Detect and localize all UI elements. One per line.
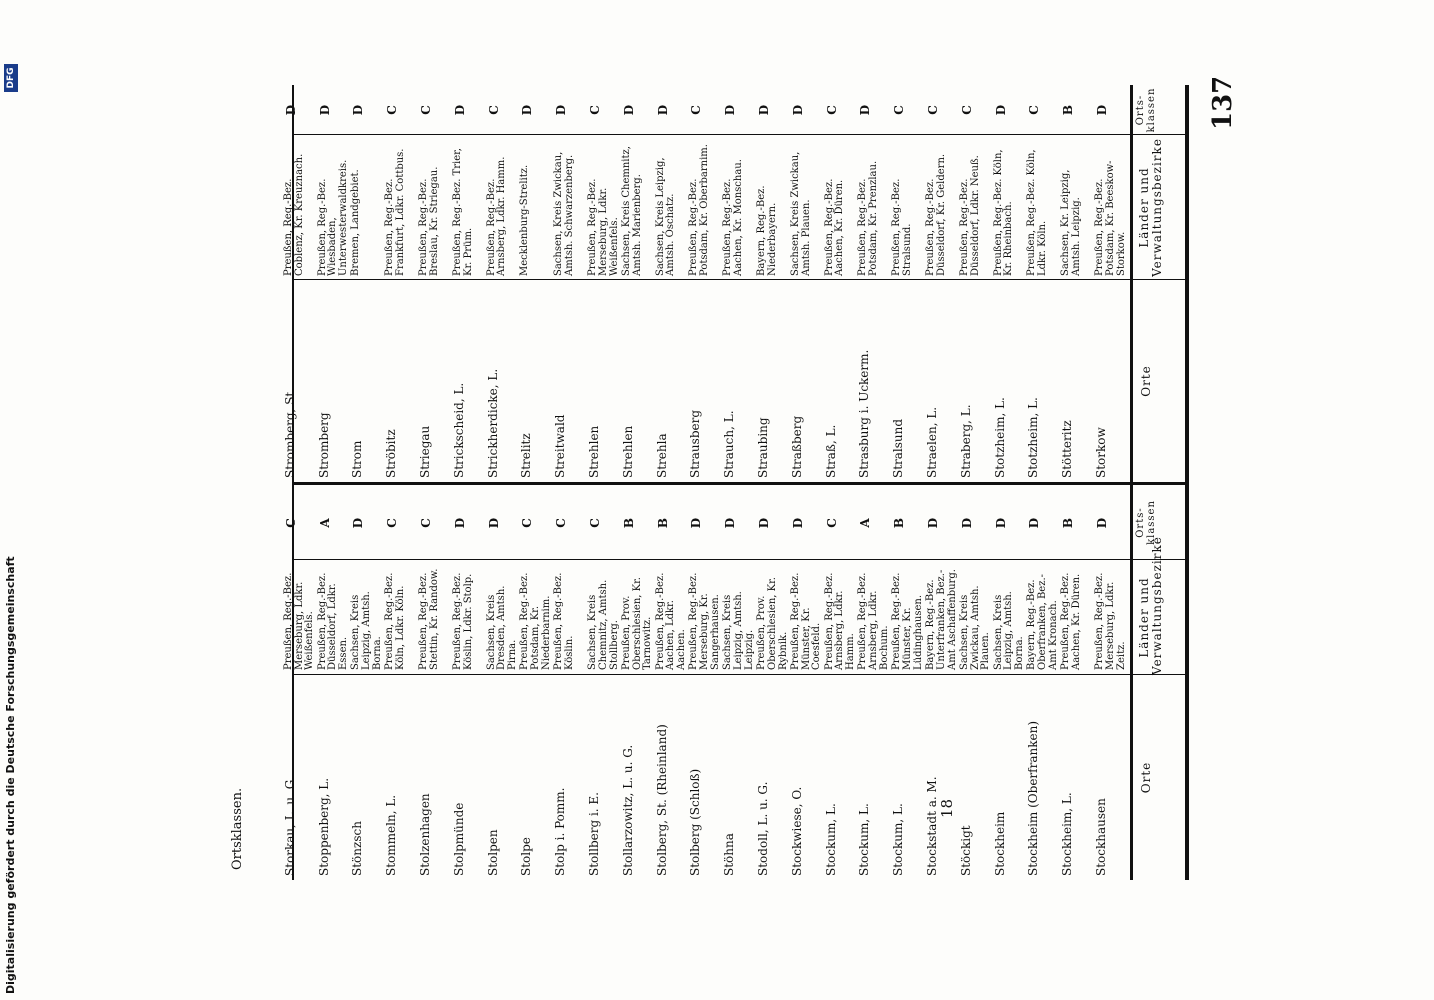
right-row-10-klasse: D <box>757 104 771 116</box>
left-row-15-bezirk: Sachsen, Kreis Chemnitz, Amtsh. Stollberg. <box>587 579 620 670</box>
right-row-1-klasse: B <box>1061 104 1076 116</box>
right-row-14-klasse: D <box>621 104 636 116</box>
left-row-13-bezirk: Preußen, Reg.-Bez. Aachen, Ldkr. Aachen. <box>654 572 688 670</box>
header-orte-left: Orte <box>1139 761 1153 794</box>
right-row-18-bezirk: Preußen, Reg.-Bez. Arnsberg, Ldkr. Hamm. <box>485 156 508 276</box>
right-row-3-klasse: D <box>993 104 1008 116</box>
left-row-22-ort: Stönzsch <box>350 821 365 876</box>
left-row-24-klasse: C <box>283 518 298 528</box>
right-row-21-klasse: C <box>385 105 400 115</box>
right-row-14-ort: Strehlen <box>620 425 635 478</box>
right-row-21-bezirk: Preußen, Reg.-Bez. Frankfurt, Ldkr. Cottbus. <box>384 148 406 276</box>
right-row-17-bezirk: Mecklenburg-Strelitz. <box>519 164 531 276</box>
right-col-divider-2 <box>292 134 1187 135</box>
right-col-divider-1 <box>292 279 1187 280</box>
right-row-11-bezirk: Preußen, Reg.-Bez. Aachen, Kr. Monschau. <box>722 159 744 276</box>
right-row-13-klasse: D <box>655 104 670 116</box>
left-row-17-klasse: C <box>520 518 535 528</box>
left-row-2-bezirk: Bayern, Reg.-Bez. Oberfranken, Bez.-Amt Kronach. <box>1026 573 1059 670</box>
left-row-10-klasse: D <box>757 517 771 529</box>
left-row-9-klasse: D <box>790 517 805 529</box>
right-row-8-bezirk: Preußen, Reg.-Bez. Aachen, Kr. Düren. <box>823 178 846 276</box>
left-row-12-ort: Stolberg (Schloß) <box>688 768 703 876</box>
left-row-1-klasse: B <box>1061 517 1076 529</box>
right-row-1-bezirk: Sachsen, Kr. Leipzig, Amtsh. Leipzig. <box>1060 169 1082 276</box>
right-row-23-ort: Stromberg <box>316 412 331 478</box>
left-row-6-bezirk: Preußen, Reg.-Bez. Münster, Kr. Lüdinghausen. <box>891 572 924 670</box>
left-row-1-ort: Stockheim, L. <box>1060 792 1075 876</box>
left-row-16-klasse: C <box>554 518 569 528</box>
right-row-3-bezirk: Preußen, Reg.-Bez. Köln, Kr. Rheinbach. <box>992 149 1015 276</box>
left-row-15-ort: Stollberg i. E. <box>587 792 601 876</box>
right-row-10-ort: Straubing <box>756 417 770 478</box>
header-laender-left: Länder und Verwaltungsbezirke <box>1137 536 1164 675</box>
right-row-2-bezirk: Preußen, Reg.-Bez. Köln, Ldkr. Köln. <box>1026 149 1049 276</box>
left-row-7-ort: Stockum, L. <box>857 803 872 876</box>
right-row-17-klasse: D <box>520 104 535 116</box>
left-row-6-ort: Stockum, L. <box>891 803 906 876</box>
right-row-12-ort: Strausberg <box>688 409 703 478</box>
right-row-15-bezirk: Preußen, Reg.-Bez. Merseburg, Ldkr. Weißenfels. <box>587 178 620 276</box>
running-head: Ortsklassen. <box>230 787 245 870</box>
right-row-18-klasse: C <box>486 105 501 115</box>
left-row-20-bezirk: Preußen, Reg.-Bez. Stettin, Kr. Randow. <box>418 568 440 670</box>
left-row-21-klasse: C <box>385 518 400 528</box>
left-row-8-klasse: C <box>824 518 839 528</box>
right-row-0-ort: Storkow <box>1094 427 1108 478</box>
left-row-20-klasse: C <box>419 518 433 528</box>
right-row-6-klasse: C <box>892 105 907 115</box>
right-row-18-ort: Strickherdicke, L. <box>485 368 500 478</box>
left-row-10-bezirk: Preußen, Prov. Oberschlesien, Kr. Rybnik. <box>756 577 789 670</box>
right-row-9-ort: Straßberg <box>789 415 804 478</box>
left-col-divider-2 <box>292 559 1187 560</box>
right-row-17-ort: Strelitz <box>519 433 534 478</box>
right-row-0-bezirk: Preußen, Reg.-Bez. Potsdam, Kr. Beeskow-Storkow. <box>1094 160 1127 276</box>
right-row-20-bezirk: Preußen, Reg.-Bez. Breslau, Kr. Striegau. <box>418 166 440 276</box>
left-row-12-bezirk: Preußen, Reg.-Bez. Merseburg, Kr. Sangerhausen. <box>688 572 721 670</box>
right-row-23-klasse: D <box>317 104 332 116</box>
left-row-9-bezirk: Preußen, Reg.-Bez. Münster, Kr. Coesfeld. <box>789 572 823 670</box>
left-row-5-ort: Stockstadt a. M. <box>925 776 939 876</box>
left-row-13-klasse: B <box>655 517 670 529</box>
sheet-number: 18 <box>938 798 956 818</box>
right-row-16-ort: Streitwald <box>553 414 568 478</box>
left-row-20-ort: Stolzenhagen <box>418 793 432 876</box>
right-row-2-klasse: C <box>1027 105 1042 115</box>
right-row-14-bezirk: Sachsen, Kreis Chemnitz, Amtsh. Marienberg. <box>620 146 643 276</box>
right-row-1-ort: Stötteritz <box>1060 420 1075 478</box>
right-row-5-klasse: C <box>926 105 940 115</box>
left-row-5-bezirk: Bayern, Reg.-Bez. Unterfranken, Bez.-Amt Aschaffenburg. <box>925 569 958 670</box>
right-row-3-ort: Stotzheim, L. <box>992 397 1007 478</box>
header-orte-right: Orte <box>1139 365 1153 397</box>
header-klassen-left: Orts-klassen <box>1135 500 1157 545</box>
right-row-16-bezirk: Sachsen, Kreis Zwickau, Amtsh. Schwarzenberg. <box>553 151 575 276</box>
left-row-14-klasse: B <box>621 517 636 529</box>
left-row-0-klasse: D <box>1095 517 1109 529</box>
right-row-15-klasse: C <box>588 105 602 115</box>
right-row-9-bezirk: Sachsen, Kreis Zwickau, Amtsh. Plauen. <box>789 151 812 276</box>
right-row-8-ort: Straß, L. <box>823 424 838 478</box>
left-row-17-ort: Stolpe <box>519 837 534 876</box>
left-row-22-klasse: D <box>351 517 366 529</box>
left-row-11-ort: Stöhna <box>722 833 737 876</box>
right-row-19-bezirk: Preußen, Reg.-Bez. Trier, Kr. Prüm. <box>451 148 474 276</box>
right-row-12-bezirk: Preußen, Reg.-Bez. Potsdam, Kr. Oberbarnim. <box>688 144 711 276</box>
dfg-logo: DFG <box>4 64 18 92</box>
left-row-18-ort: Stolpen <box>485 829 500 876</box>
right-row-19-ort: Strickscheid, L. <box>451 382 466 478</box>
left-row-14-bezirk: Preußen, Prov. Oberschlesien, Kr. Tarnowitz. <box>620 577 654 670</box>
left-row-18-klasse: D <box>486 517 501 529</box>
left-row-19-bezirk: Preußen, Reg.-Bez. Köslin, Ldkr. Stolp. <box>451 572 474 670</box>
left-row-24-ort: Storkau, L. u. G. <box>282 776 297 876</box>
right-row-19-klasse: D <box>452 104 467 116</box>
right-row-22-klasse: D <box>351 104 366 116</box>
right-row-7-bezirk: Preußen, Reg.-Bez. Potsdam, Kr. Prenzlau. <box>857 160 880 276</box>
right-row-9-klasse: D <box>790 104 805 116</box>
right-row-24-klasse: D <box>283 104 298 116</box>
right-row-16-klasse: D <box>554 104 569 116</box>
left-row-16-ort: Stolp i. Pomm. <box>553 787 568 876</box>
left-row-6-klasse: B <box>892 517 907 529</box>
left-row-1-bezirk: Preußen, Reg.-Bez. Aachen, Kr. Düren. <box>1060 572 1082 670</box>
left-row-17-bezirk: Preußen, Reg.-Bez. Potsdam, Kr. Niederbarnim. <box>519 572 552 670</box>
right-row-4-bezirk: Preußen, Reg.-Bez. Düsseldorf, Ldkr. Neuß. <box>958 155 981 276</box>
right-row-11-klasse: D <box>723 104 738 116</box>
left-row-16-bezirk: Preußen, Reg.-Bez. Köslin. <box>553 572 575 670</box>
left-row-3-klasse: D <box>993 517 1008 529</box>
left-row-19-klasse: D <box>452 517 467 529</box>
right-row-11-ort: Strauch, L. <box>722 410 737 478</box>
center-divider <box>292 482 1187 485</box>
left-row-11-klasse: D <box>723 517 738 529</box>
left-row-2-klasse: D <box>1027 517 1042 529</box>
left-row-23-bezirk: Preußen, Reg.-Bez. Düsseldorf, Ldkr. Essen. <box>316 572 350 670</box>
right-row-4-klasse: C <box>959 105 974 115</box>
left-row-3-ort: Stockheim <box>992 811 1007 876</box>
right-row-5-bezirk: Preußen, Reg.-Bez. Düsseldorf, Kr. Geldern. <box>925 153 947 276</box>
left-row-13-ort: Stolberg, St. (Rheinland) <box>654 724 669 876</box>
left-row-2-ort: Stockheim (Oberfranken) <box>1026 720 1041 876</box>
left-row-14-ort: Stollarzowitz, L. u. G. <box>620 744 635 876</box>
left-row-12-klasse: D <box>689 517 704 529</box>
right-row-13-bezirk: Sachsen, Kreis Leipzig, Amtsh. Oschatz. <box>654 157 677 276</box>
left-row-8-ort: Stockum, L. <box>823 803 838 876</box>
right-row-10-bezirk: Bayern, Reg.-Bez. Niederbayern. <box>756 185 778 276</box>
right-row-0-klasse: D <box>1095 104 1109 116</box>
page-number: 137 <box>1208 75 1238 130</box>
left-row-4-klasse: D <box>959 517 974 529</box>
left-row-9-ort: Stockwiese, O. <box>789 786 804 876</box>
left-row-21-ort: Stommeln, L. <box>384 794 399 876</box>
digitization-note: Digitalisierung gefördert durch die Deutsche Forschungsgemeinschaft <box>4 556 17 994</box>
left-row-15-klasse: C <box>588 518 602 528</box>
left-col-divider-1 <box>292 674 1187 675</box>
left-row-4-bezirk: Sachsen, Kreis Zwickau, Amtsh. Plauen. <box>958 585 992 670</box>
right-row-22-ort: Strom <box>350 440 365 478</box>
right-row-24-bezirk: Preußen, Reg.-Bez. Coblenz, Kr. Kreuznach. <box>282 153 305 276</box>
left-row-7-klasse: A <box>858 518 873 528</box>
right-row-7-ort: Strasburg i. Uckerm. <box>857 349 872 478</box>
right-row-23-bezirk: Preußen, Reg.-Bez. Wiesbaden, Unterwesterwaldkreis. <box>316 159 350 276</box>
left-row-18-bezirk: Sachsen, Kreis Dresden, Amtsh. Pirna. <box>485 585 519 670</box>
right-row-6-ort: Stralsund <box>891 418 906 478</box>
left-row-24-bezirk: Preußen, Reg.-Bez. Merseburg, Ldkr. Weißenfels. <box>282 572 316 670</box>
header-laender-right: Länder und Verwaltungsbezirke <box>1137 138 1164 277</box>
right-row-7-klasse: D <box>858 104 873 116</box>
left-row-11-bezirk: Sachsen, Kreis Leipzig, Amtsh. Leipzig. <box>722 591 755 670</box>
right-row-13-ort: Strehla <box>654 433 669 478</box>
right-row-20-ort: Striegau <box>418 425 432 478</box>
left-row-10-ort: Stodoll, L. u. G. <box>756 781 770 876</box>
right-row-2-ort: Stotzheim, L. <box>1026 397 1041 478</box>
left-row-19-ort: Stolpmünde <box>451 802 466 876</box>
left-row-7-bezirk: Preußen, Reg.-Bez. Arnsberg, Ldkr. Bochum. <box>857 572 890 670</box>
right-row-12-klasse: C <box>689 105 704 115</box>
right-row-15-ort: Strehlen <box>587 425 601 478</box>
left-row-4-ort: Stöckigt <box>958 825 973 876</box>
left-row-22-bezirk: Sachsen, Kreis Leipzig, Amtsh. Borna. <box>350 591 383 670</box>
right-row-6-bezirk: Preußen, Reg.-Bez. Stralsund. <box>891 178 913 276</box>
right-row-5-ort: Straelen, L. <box>925 406 939 478</box>
header-klassen-right: Orts-klassen <box>1135 87 1157 133</box>
left-row-0-ort: Stockhausen <box>1094 798 1108 876</box>
right-row-22-bezirk: Bremen, Landgebiet. <box>350 169 362 276</box>
left-row-23-ort: Stoppenberg, L. <box>316 777 331 876</box>
right-row-4-ort: Straberg, L. <box>958 404 973 478</box>
left-row-8-bezirk: Preußen, Reg.-Bez. Arnsberg, Ldkr. Hamm. <box>823 572 857 670</box>
left-row-21-bezirk: Preußen, Reg.-Bez. Köln, Ldkr. Köln. <box>384 572 406 670</box>
right-row-24-ort: Stromberg, St. <box>282 387 297 478</box>
right-row-8-klasse: C <box>824 105 839 115</box>
right-row-21-ort: Ströbitz <box>384 429 399 478</box>
left-row-0-bezirk: Preußen, Reg.-Bez. Merseburg, Ldkr. Zeitz. <box>1094 572 1127 670</box>
left-row-3-bezirk: Sachsen, Kreis Leipzig, Amtsh. Borna. <box>992 591 1026 670</box>
left-row-5-klasse: D <box>926 517 940 529</box>
left-row-23-klasse: A <box>317 518 332 528</box>
right-row-20-klasse: C <box>419 105 433 115</box>
